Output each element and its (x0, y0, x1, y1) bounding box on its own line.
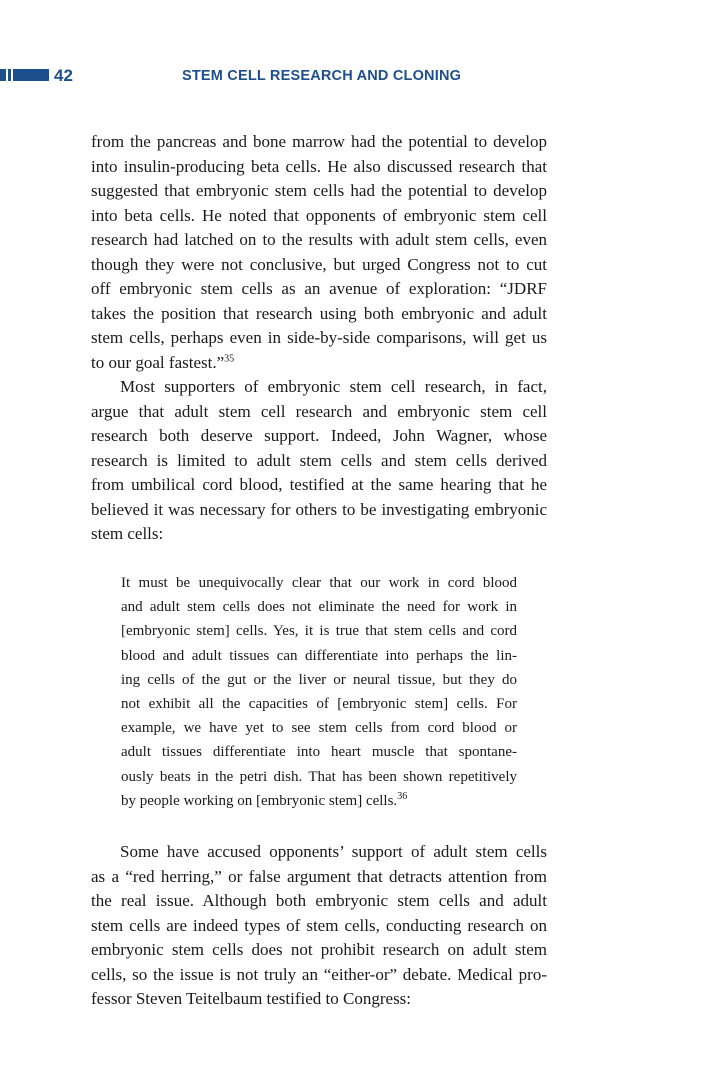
quote-line: [embryonic stem] cells. Yes, it is true that stem cells and cord (121, 623, 517, 640)
footnote-ref-35: 35 (224, 352, 235, 364)
quote-line (121, 789, 517, 813)
text-line-content: to our goal fastest.” (91, 352, 225, 372)
text-line: argue that adult stem cell research and embryonic stem cell (91, 401, 547, 421)
text-line: research both deserve support. Indeed, John Wagner, whose (91, 426, 547, 445)
quote-line: ously beats in the petri dish. That has been shown repetitively (121, 768, 517, 785)
paragraph-3 (91, 840, 547, 1012)
text-line: into insulin-producing beta cells. He also discussed research that (91, 156, 547, 176)
text-line: takes the position that research using both embryonic and adult (91, 303, 547, 323)
text-line: fessor Steven Teitelbaum testified to Congress: (91, 989, 412, 1008)
quote-line: ing cells of the gut or the liver or neural tissue, but they do (121, 671, 517, 688)
text-line: off embryonic stem cells as an avenue of exploration: “JDRF (91, 279, 547, 298)
text-line: from umbilical cord blood, testified at the same hearing that he (91, 475, 547, 494)
text-line: research is limited to adult stem cells and stem cells derived (91, 450, 547, 470)
quote-line-content: by people working on [embryonic stem] cells. (121, 792, 398, 809)
paragraph-1 (91, 130, 547, 375)
quote-line: It must be unequivocally clear that our work in cord blood (121, 575, 517, 591)
text-line: embryonic stem cells does not prohibit research on adult stem (91, 940, 547, 959)
header-accent-bar (0, 69, 49, 81)
footnote-ref-36: 36 (397, 790, 408, 802)
text-line: Most supporters of embryonic stem cell research, in fact, (120, 377, 547, 396)
quote-line: adult tissues differentiate into heart muscle that spontane- (121, 744, 517, 761)
text-line: research had latched on to the results with adult stem cells, even (91, 230, 547, 249)
quote-line: not exhibit all the capacities of [embryonic stem] cells. For (121, 695, 517, 712)
page-number: 42 (54, 66, 73, 85)
text-line: believed it was necessary for others to be investigating embryonic (91, 499, 547, 519)
text-line: stem cells are indeed types of stem cells, conducting research on (91, 915, 547, 935)
text-line: cells, so the issue is not truly an “either-or” debate. Medical pro- (91, 964, 547, 984)
quote-line: example, we have yet to see stem cells from cord blood or (121, 720, 517, 737)
text-line: though they were not conclusive, but urged Congress not to cut (91, 254, 547, 274)
quote-line: blood and adult tissues can differentiate into perhaps the lin- (121, 647, 517, 664)
text-line: from the pancreas and bone marrow had the potential to develop (91, 132, 547, 151)
text-line: stem cells, perhaps even in side-by-side comparisons, will get us (91, 328, 547, 347)
running-head: STEM CELL RESEARCH AND CLONING (182, 68, 462, 84)
text-line: the real issue. Although both embryonic stem cells and adult (91, 891, 547, 910)
quote-line: and adult stem cells does not eliminate the need for work in (121, 599, 517, 616)
paragraph-2 (91, 375, 547, 547)
text-line: Some have accused opponents’ support of adult stem cells (120, 842, 547, 861)
text-line: into beta cells. He noted that opponents of embryonic stem cell (91, 205, 547, 225)
text-line (91, 351, 547, 376)
text-line: stem cells: (91, 524, 164, 543)
block-quote-1 (121, 571, 517, 813)
text-line: as a “red herring,” or false argument that detracts attention from (91, 866, 547, 886)
text-line: suggested that embryonic stem cells had the potential to develop (91, 181, 547, 200)
